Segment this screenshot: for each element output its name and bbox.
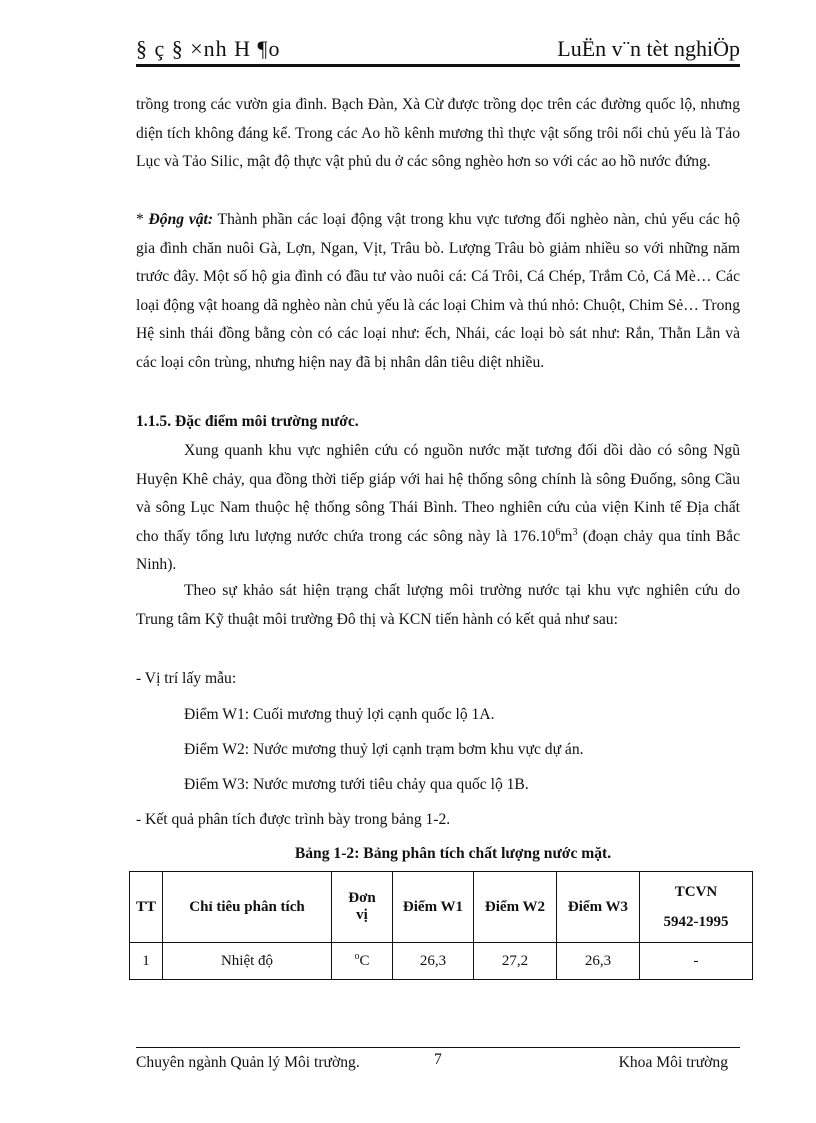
cell-indicator: Nhiệt độ [163,943,332,980]
sampling-title: - Vị trí lấy mẫu: [136,670,237,687]
table-caption: Bảng 1-2: Bảng phân tích chất lượng nước mặt. [294,845,612,862]
header-w3: Điểm W3 [557,872,640,943]
water-sup-1: 6 [555,526,561,538]
header-indicator: Chỉ tiêu phân tích [163,872,332,943]
header-right-text: LuËn v¨n tèt nghiÖp [557,36,740,61]
cell-unit [332,943,393,980]
header-w2: Điểm W2 [474,872,557,943]
water-mid: m [560,527,573,545]
cell-w3: 26,3 [557,943,640,980]
sampling-point-w1: Điểm W1: Cuối mương thuỷ lợi cạnh quốc lộ 1A. [184,706,495,723]
page-header [136,30,740,67]
water-text-after: (đoạn chảy qua tỉnh Bắc Ninh). [136,527,741,573]
footer-left-text: Chuyên ngành Quản lý Môi trường. [136,1054,360,1071]
paragraph-flora: trồng trong các vườn gia đình. Bạch Đàn, Xà Cừ được trồng dọc trên các đường quốc lộ, nhưng diện tích không đáng kể. Trong các Ao hồ kênh mương thì thực vật sống trôi nổi chủ yếu là Tảo Lục và Tảo Silic, mật độ thực vật phủ du ở các sông nghèo hơn so với các ao hồ nước đứng. [136,96,740,170]
paragraph-water-sources [136,437,740,580]
header-tcvn [640,872,753,943]
fauna-text: Thành phần các loại động vật trong khu vực tương đối nghèo nàn, chủ yếu các hộ gia đình chăn nuôi Gà, Lợn, Ngan, Vịt, Trâu bò. Lượng Trâu bò giảm nhiều so với những năm trước đây. Một số hộ gia đình có đầu tư vào nuôi cá: Cá Trôi, Cá Chép, Trắm Cỏ, Cá Mè… Các loại động vật hoang dã nghèo nàn chủ yếu là các loại Chim và thú nhỏ: Chuột, Chim Sẻ… Trong Hệ sinh thái đồng bằng còn có các loại như: ếch, Nhái, các loại bò sát như: Rắn, Thằn Lằn và các loại côn trùng, nhưng hiện nay đã bị nhân dân tiêu diệt nhiều. [136,211,740,371]
water-quality-table [129,871,753,980]
cell-w2: 27,2 [474,943,557,980]
cell-unit-text: C [359,952,370,969]
header-tt: TT [130,872,163,943]
cell-unit-sup: o [354,950,360,962]
page-number: 7 [434,1051,442,1068]
footer-right-text: Khoa Môi trường [618,1054,728,1071]
cell-w1: 26,3 [393,943,474,980]
cell-tcvn: - [640,943,753,980]
table-header-row [130,872,753,943]
header-unit-line1: Đơn [348,890,376,906]
header-unit-line2: vị [356,907,368,923]
water-sup-2: 3 [572,526,578,538]
results-note: - Kết quả phân tích được trình bày trong bảng 1-2. [136,811,451,828]
table-row [130,943,753,980]
paragraph-survey: Theo sự khảo sát hiện trạng chất lượng môi trường nước tại khu vực nghiên cứu do Trung tâm Kỹ thuật môi trường Đô thị và KCN tiến hành có kết quả như sau: [136,582,740,628]
header-tcvn-line2: 5942-1995 [663,914,729,930]
header-unit [332,872,393,943]
cell-tt: 1 [130,943,163,980]
fauna-prefix: * [136,211,149,228]
header-left-text: § ç § ×nh H ¶o [136,36,281,61]
header-w1: Điểm W1 [393,872,474,943]
sampling-point-w3: Điểm W3: Nước mương tưới tiêu chảy qua quốc lộ 1B. [184,776,529,793]
section-heading: 1.1.5. Đặc điểm môi trường nước. [136,413,359,430]
header-tcvn-line1: TCVN [674,884,718,900]
fauna-label: Động vật: [148,211,214,228]
water-text-before: Xung quanh khu vực nghiên cứu có nguồn nước mặt tương đối dồi dào có sông Ngũ Huyện Khê chảy, qua đồng thời tiếp giáp với hai hệ thống sông chính là sông Đuống, sông Cầu và sông Lục Nam thuộc hệ thống sông Thái Bình. Theo nghiên cứu của viện Kinh tế Địa chất cho thấy tổng lưu lượng nước chứa trong các sông này là 176.10 [136,442,740,545]
paragraph-fauna [136,206,740,377]
page-footer [136,1047,740,1078]
sampling-point-w2: Điểm W2: Nước mương thuỷ lợi cạnh trạm bơm khu vực dự án. [184,741,584,758]
